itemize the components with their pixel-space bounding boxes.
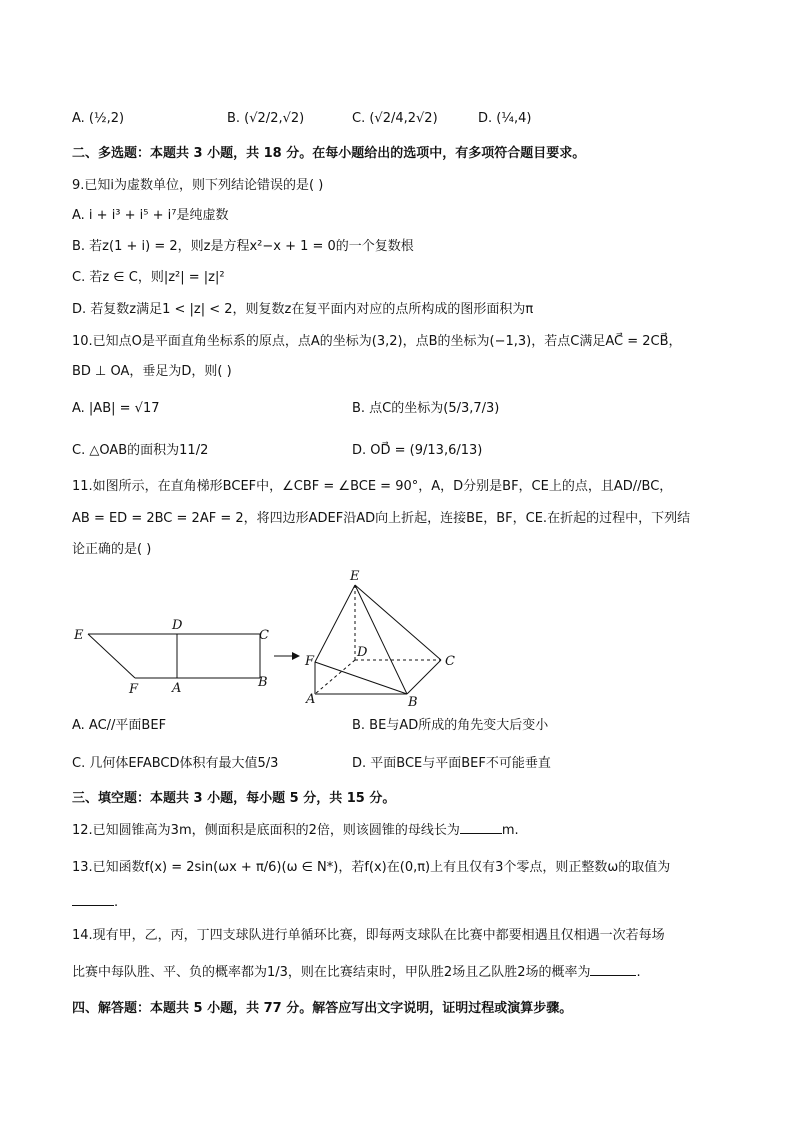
- edge-EF: [88, 634, 135, 678]
- section-4-heading: 四、解答题：本题共 5 小题，共 77 分。解答应写出文字说明，证明过程或演算步骤。: [72, 1001, 573, 1016]
- q9-option-a: A. i + i³ + i⁵ + i⁷是纯虚数: [72, 208, 229, 223]
- q13-text: 13.已知函数f(x) = 2sin(ωx + π/6)(ω ∈ N*)，若f(x)在(0,π)上有且仅有3个零点，则正整数ω的取值为: [72, 860, 671, 875]
- q8-option-a: A. (½,2): [72, 111, 125, 126]
- label-left-D: D: [172, 618, 183, 633]
- edge-EB-3d: [355, 585, 407, 694]
- q13-tail: .: [114, 895, 119, 910]
- q11-stem-line1: 11.如图所示，在直角梯形BCEF中，∠CBF = ∠BCE = 90°，A，D分别是BF，CE上的点，且AD//BC，: [72, 479, 673, 494]
- label-left-A: A: [172, 681, 182, 696]
- edge-FB-3d: [315, 662, 407, 694]
- edge-DA-3d: [315, 660, 355, 694]
- q10-option-d: D. OD⃗ = (9/13,6/13): [352, 443, 483, 458]
- folded-solid: [315, 585, 441, 694]
- label-left-F: F: [129, 682, 139, 697]
- q10-option-a: A. |AB| = √17: [72, 401, 160, 416]
- q14-line2-wrap: [72, 963, 641, 982]
- q9-option-d: D. 若复数z满足1 < |z| < 2，则复数z在复平面内对应的点所构成的图形面积为π: [72, 302, 534, 317]
- q11-option-d: D. 平面BCE与平面BEF不可能垂直: [352, 756, 551, 771]
- section-3-heading: 三、填空题：本题共 3 小题，每小题 5 分，共 15 分。: [72, 791, 396, 806]
- label-right-D: D: [357, 645, 368, 660]
- q13-answer-blank[interactable]: [72, 893, 114, 906]
- label-right-C: C: [445, 654, 455, 669]
- flat-trapezoid: [88, 634, 260, 678]
- q11-option-a: A. AC//平面BEF: [72, 718, 167, 733]
- q14-tail: .: [636, 965, 641, 980]
- q11-stem-line3: 论正确的是( ): [72, 542, 152, 557]
- q13-answer: [72, 893, 118, 912]
- q12-question: [72, 821, 519, 840]
- edge-EC-3d: [355, 585, 441, 660]
- q12-text: 12.已知圆锥高为3m，侧面积是底面积的2倍，则该圆锥的母线长为: [72, 823, 460, 838]
- q12-answer-blank[interactable]: [460, 821, 502, 834]
- label-left-C: C: [259, 628, 269, 643]
- q10-stem-line2: BD ⊥ OA，垂足为D，则( ): [72, 364, 232, 379]
- label-right-A: A: [306, 692, 316, 707]
- section-2-heading: 二、多选题：本题共 3 小题，共 18 分。在每小题给出的选项中，有多项符合题目要求。: [72, 146, 586, 161]
- q12-unit: m.: [501, 823, 519, 838]
- q11-option-c: C. 几何体EFABCD体积有最大值5/3: [72, 756, 279, 771]
- q10-option-b: B. 点C的坐标为(5/3,7/3): [352, 401, 500, 416]
- q11-figure: [60, 565, 480, 710]
- label-right-E: E: [350, 569, 360, 584]
- edge-EF-3d: [315, 585, 355, 662]
- label-right-B: B: [408, 695, 418, 710]
- q8-option-c: C. (√2/4,2√2): [352, 111, 438, 126]
- q9-option-b: B. 若z(1 + i) = 2，则z是方程x²−x + 1 = 0的一个复数根: [72, 239, 414, 254]
- arrow-icon: [274, 652, 300, 660]
- q10-stem-line1: 10.已知点O是平面直角坐标系的原点，点A的坐标为(3,2)，点B的坐标为(−1,3)，若点C满足AC⃗ = 2CB⃗，: [72, 334, 682, 349]
- q10-option-c: C. △OAB的面积为11/2: [72, 443, 209, 458]
- q11-option-b: B. BE与AD所成的角先变大后变小: [352, 718, 549, 733]
- q14-line1: 14.现有甲，乙，丙，丁四支球队进行单循环比赛，即每两支球队在比赛中都要相遇且仅相遇一次若每场: [72, 928, 665, 943]
- label-right-F: F: [305, 654, 315, 669]
- q8-option-d: D. (¼,4): [478, 111, 532, 126]
- label-left-E: E: [74, 628, 84, 643]
- q14-answer-blank[interactable]: [590, 963, 636, 976]
- q9-stem: 9.已知i为虚数单位，则下列结论错误的是( ): [72, 178, 324, 193]
- q14-line2: 比赛中每队胜、平、负的概率都为1/3，则在比赛结束时，甲队胜2场且乙队胜2场的概率为: [72, 965, 591, 980]
- edge-BC-3d: [407, 660, 441, 694]
- q9-option-c: C. 若z ∈ C，则|z²| = |z|²: [72, 270, 225, 285]
- q8-option-b: B. (√2/2,√2): [227, 111, 305, 126]
- q11-stem-line2: AB = ED = 2BC = 2AF = 2，将四边形ADEF沿AD向上折起，连接BE，BF，CE.在折起的过程中，下列结: [72, 511, 691, 526]
- label-left-B: B: [258, 675, 268, 690]
